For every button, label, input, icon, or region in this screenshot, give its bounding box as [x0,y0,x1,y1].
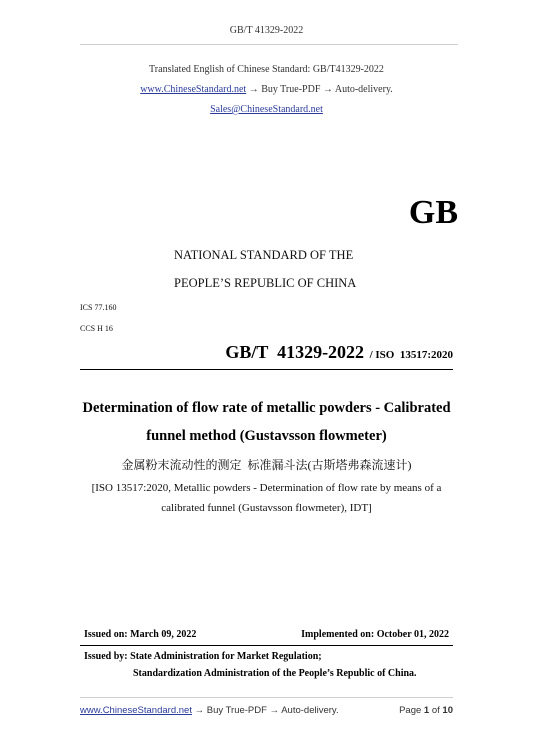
arrow-icon: → [248,84,259,95]
footer-buy-text: Buy True-PDF [206,705,267,716]
standard-number-row [0,342,453,363]
issued-by-line2: Standardization Administration of the People’s Republic of China. [133,668,417,679]
email-line [0,104,533,115]
national-standard-line1: NATIONAL STANDARD OF THE [174,248,354,262]
title-en-line1: Determination of flow rate of metallic powders - Calibrated [82,400,451,416]
standard-number: GB/T 41329-2022 [225,342,365,362]
iso-reference: / ISO 13517:2020 [369,349,453,361]
gb-logo: GB [408,194,458,231]
page-label: Page [399,705,422,716]
page-of: of [431,705,440,716]
site-link[interactable]: www.ChineseStandard.net [140,84,247,95]
title-cn: 金属粉末流动性的测定 标准漏斗法(古斯塔弗森流速计) [121,458,412,472]
page-current: 1 [423,705,430,716]
translation-notice: Translated English of Chinese Standard: GB/T41329-2022 [149,64,384,75]
arrow-icon: → [322,84,333,95]
delivery-text: Auto-delivery. [334,84,393,95]
ccs-code: CCS H 16 [80,324,113,333]
page-indicator [330,705,453,716]
footer-purchase [80,705,339,716]
running-header: GB/T 41329-2022 [229,25,304,36]
ics-code: ICS 77.160 [80,303,117,312]
title-divider [80,369,453,370]
issued-by-line1: Issued by: State Administration for Market Regulation; [84,651,322,662]
adoption-line1: [ISO 13517:2020, Metallic powders - Determination of flow rate by means of a [91,482,442,494]
implemented-on: Implemented on: October 01, 2022 [301,629,449,640]
page-total: 10 [442,705,453,716]
footer-divider [80,697,453,698]
national-standard-line2: PEOPLE’S REPUBLIC OF CHINA [174,276,357,290]
title-en-line2: funnel method (Gustavsson flowmeter) [146,428,387,444]
email-link[interactable]: Sales@ChineseStandard.net [210,104,323,115]
adoption-line2: calibrated funnel (Gustavsson flowmeter), IDT] [161,502,372,514]
footer-delivery-text: Auto-delivery. [281,705,339,716]
issued-on: Issued on: March 09, 2022 [84,629,197,640]
issue-divider [80,645,453,646]
arrow-icon: → [269,705,280,716]
buy-text: Buy True-PDF [261,84,321,95]
purchase-notice [0,84,533,95]
header-divider [80,44,458,45]
footer-site-link[interactable]: www.ChineseStandard.net [80,705,192,716]
arrow-icon: → [194,705,205,716]
